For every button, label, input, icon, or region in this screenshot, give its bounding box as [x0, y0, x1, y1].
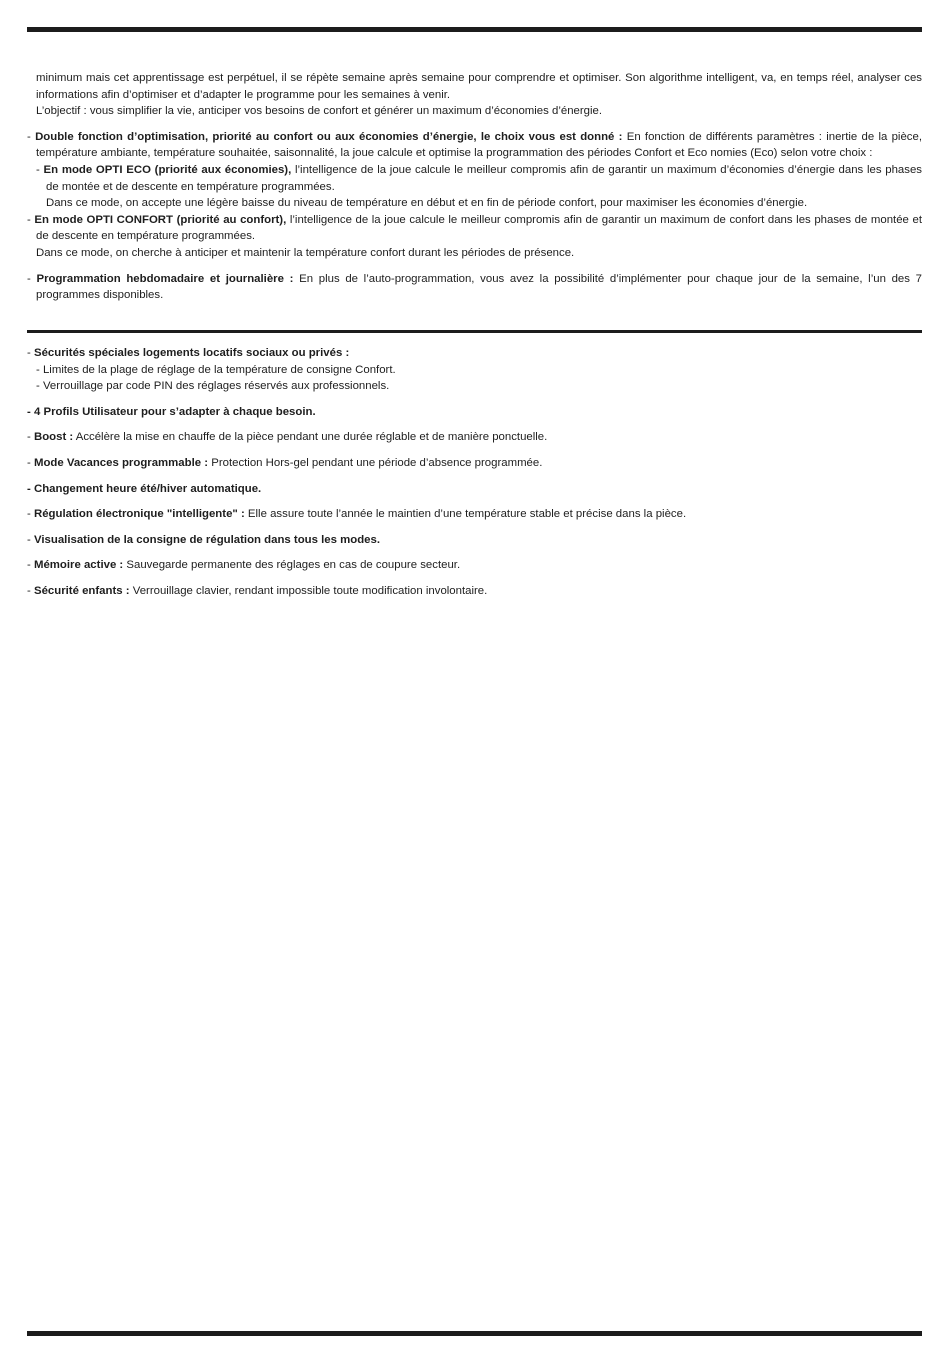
- vacances-item: - Mode Vacances programmable : Protection Hors-gel pendant une période d’absence programmée.: [27, 456, 543, 469]
- double-fonction-text: En fonction de différents paramètres : inertie de la pièce, température ambiante, température souhaitée, saisonnalité, la joue calcule et optimise la programmation des périodes Confort et Eco nomies (Eco) selon votre choix :: [36, 130, 922, 160]
- section-optimisation: [27, 70, 922, 304]
- regulation-text: Elle assure toute l’année le maintien d’une température stable et précise dans la pièce.: [244, 508, 687, 521]
- enfants-text: Verrouillage clavier, rendant impossible toute modification involontaire.: [129, 584, 488, 597]
- opti-confort-heading: En mode OPTI CONFORT (priorité au confort),: [34, 213, 287, 226]
- security-item: - Sécurités spéciales logements locatifs sociaux ou privés :: [27, 347, 350, 359]
- security-sub-item: - Verrouillage par code PIN des réglages réservés aux professionnels.: [36, 380, 390, 393]
- profiles-heading: 4 Profils Utilisateur pour s’adapter à chaque besoin.: [33, 405, 316, 418]
- security-sub-text: Limites de la plage de réglage de la température de consigne Confort.: [42, 363, 396, 376]
- visualisation-item: - Visualisation de la consigne de régulation dans tous les modes.: [27, 533, 380, 546]
- section-features: [27, 345, 922, 600]
- visualisation-heading: Visualisation de la consigne de régulation dans tous les modes.: [33, 533, 380, 546]
- vacances-heading: Mode Vacances programmable :: [33, 456, 209, 469]
- heure-heading: Changement heure été/hiver automatique.: [33, 482, 262, 495]
- intro-paragraph: minimum mais cet apprentissage est perpétuel, il se répète semaine après semaine pour comprendre et optimiser. Son algorithme intelligent, va, en temps réel, analyser ces informations afin d’optimiser et d’adapter le programme pour les semaines à venir.: [36, 72, 922, 101]
- enfants-item: - Sécurité enfants : Verrouillage clavier, rendant impossible toute modification involontaire.: [27, 584, 488, 597]
- top-rule: [27, 27, 922, 32]
- section-divider: [27, 330, 922, 333]
- opti-eco-note: Dans ce mode, on accepte une légère baisse du niveau de température en début et en fin de période confort, pour maximiser les économies d’énergie.: [46, 197, 808, 210]
- opti-eco-text: l’intelligence de la joue calcule le meilleur compromis afin de garantir un maximum d’économies d’énergie dans les phases de montée et de descente en température programmées.: [46, 163, 922, 193]
- security-sub-item: - Limites de la plage de réglage de la température de consigne Confort.: [36, 363, 396, 376]
- regulation-item: - Régulation électronique "intelligente" : Elle assure toute l’année le maintien d’une température stable et précise dans la pièce.: [27, 508, 687, 521]
- security-heading: Sécurités spéciales logements locatifs sociaux ou privés :: [33, 347, 350, 359]
- opti-eco-heading: En mode OPTI ECO (priorité aux économies),: [43, 163, 292, 176]
- profiles-item: - 4 Profils Utilisateur pour s’adapter à chaque besoin.: [27, 405, 316, 418]
- heure-item: - Changement heure été/hiver automatique.: [27, 482, 262, 495]
- opti-confort-text: l’intelligence de la joue calcule le meilleur compromis afin de garantir un maximum de confort dans les phases de montée et de descente en température programmées.: [36, 213, 922, 243]
- double-fonction-item: - Double fonction d’optimisation, priorité au confort ou aux économies d’énergie, le choix vous est donné : En fonction de différents paramètres : inertie de la pièce, température ambiante, température souhaitée, saisonnalité, la joue calcule et optimise la programmation des périodes Confort et Eco nomies (Eco) selon votre choix :: [27, 130, 922, 160]
- programmation-heading: Programmation hebdomadaire et journalière :: [36, 272, 294, 285]
- bottom-rule: [27, 1331, 922, 1336]
- double-fonction-heading: Double fonction d’optimisation, priorité au confort ou aux économies d’énergie, le choix vous est donné :: [35, 130, 623, 143]
- memoire-item: - Mémoire active : Sauvegarde permanente des réglages en cas de coupure secteur.: [27, 559, 461, 572]
- regulation-heading: Régulation électronique "intelligente" :: [33, 508, 245, 521]
- programmation-item: - Programmation hebdomadaire et journalière : En plus de l’auto-programmation, vous avez la possibilité d’implémenter pour chaque jour de la semaine, l’un des 7 programmes disponibles.: [27, 272, 922, 302]
- objective-paragraph: L’objectif : vous simplifier la vie, anticiper vos besoins de confort et générer un maximum d’économies d’énergie.: [36, 105, 603, 118]
- security-sub-text: Verrouillage par code PIN des réglages réservés aux professionnels.: [42, 380, 390, 393]
- memoire-heading: Mémoire active :: [33, 559, 124, 572]
- boost-heading: Boost :: [33, 431, 74, 444]
- boost-item: - Boost : Accélère la mise en chauffe de la pièce pendant une durée réglable et de manière ponctuelle.: [27, 431, 548, 444]
- programmation-text: En plus de l’auto-programmation, vous avez la possibilité d’implémenter pour chaque jour de la semaine, l’un des 7 programmes disponibles.: [36, 272, 922, 302]
- opti-eco-item: - En mode OPTI ECO (priorité aux économies), l’intelligence de la joue calcule le meilleur compromis afin de garantir un maximum d’économies d’énergie dans les phases de montée et de descente en température programmées.: [36, 163, 922, 193]
- enfants-heading: Sécurité enfants :: [33, 584, 130, 597]
- opti-confort-note: Dans ce mode, on cherche à anticiper et maintenir la température confort durant les périodes de présence.: [36, 246, 575, 259]
- vacances-text: Protection Hors-gel pendant une période d’absence programmée.: [208, 456, 543, 469]
- boost-text: Accélère la mise en chauffe de la pièce pendant une durée réglable et de manière ponctuelle.: [73, 431, 548, 444]
- opti-confort-item: - En mode OPTI CONFORT (priorité au confort), l’intelligence de la joue calcule le meilleur compromis afin de garantir un maximum de confort dans les phases de montée et de descente en température programmées.: [27, 213, 922, 243]
- memoire-text: Sauvegarde permanente des réglages en cas de coupure secteur.: [123, 559, 461, 572]
